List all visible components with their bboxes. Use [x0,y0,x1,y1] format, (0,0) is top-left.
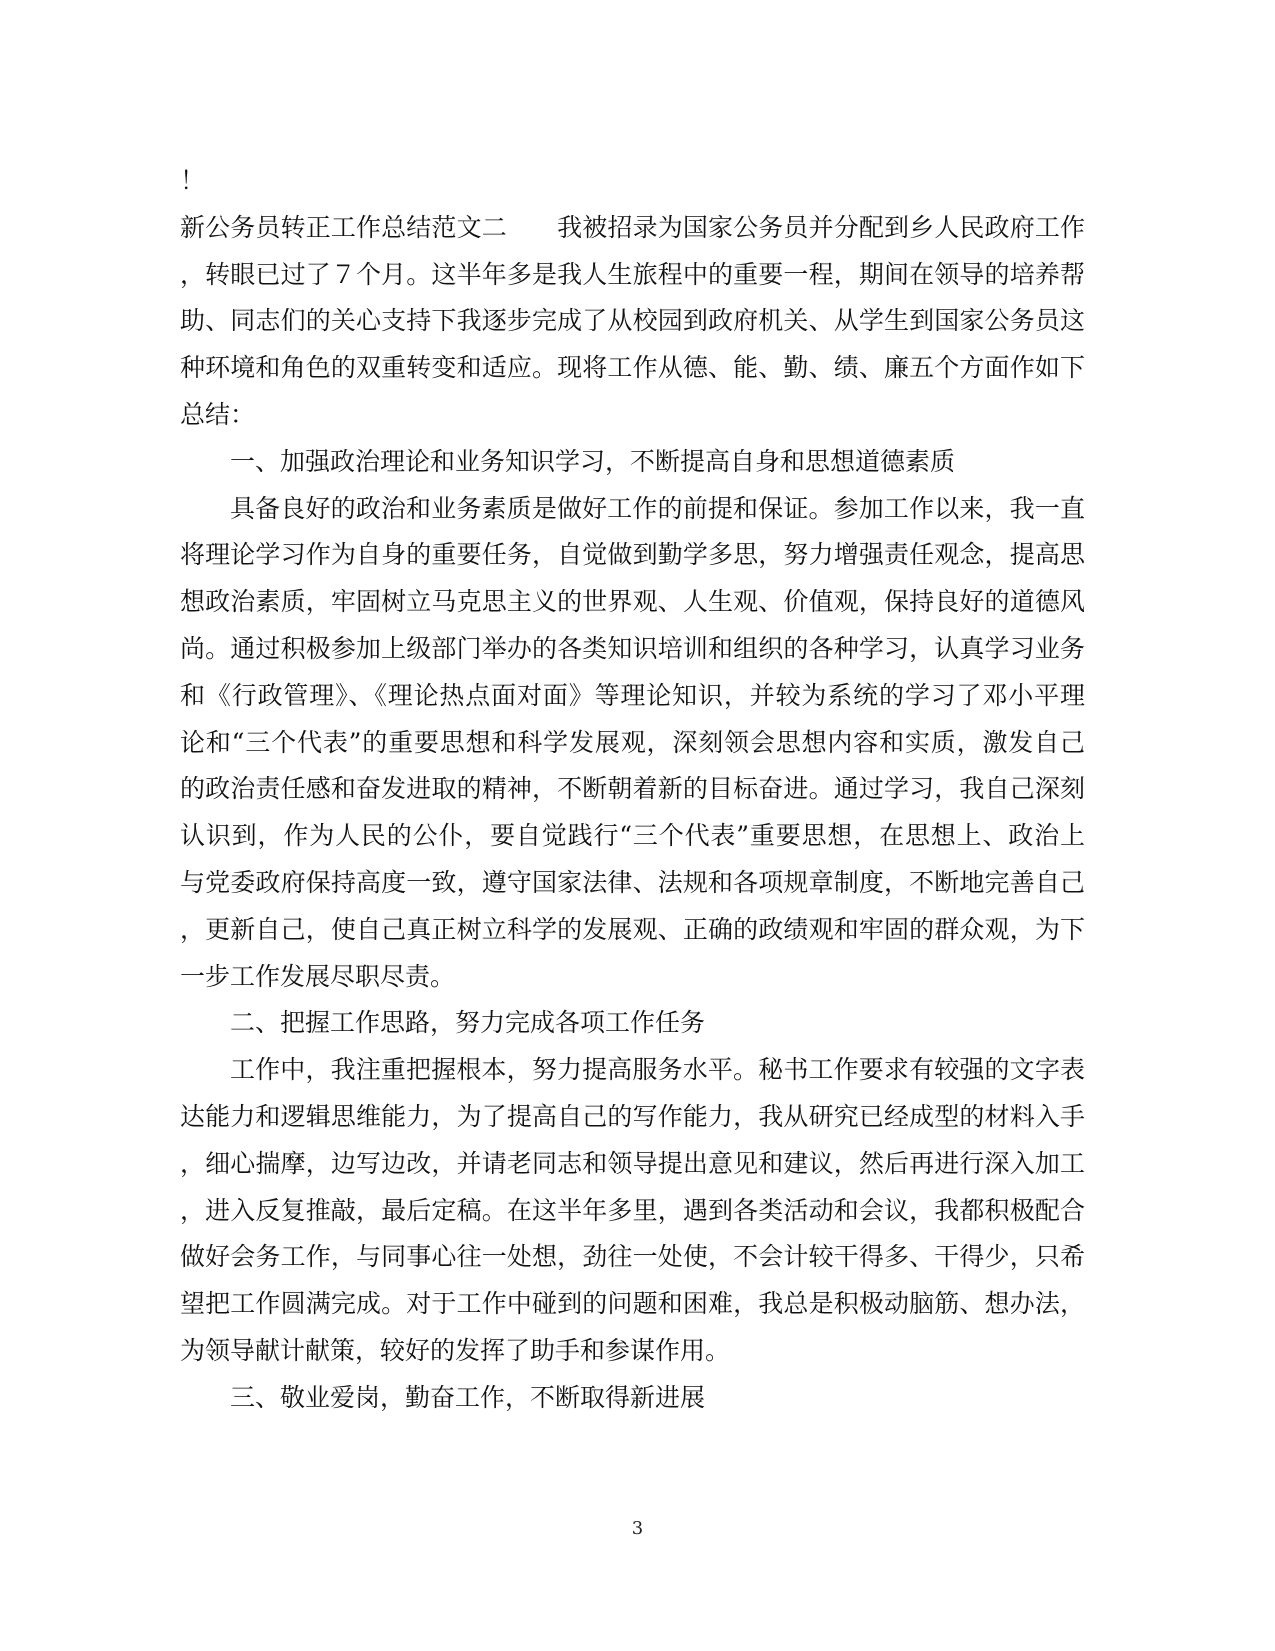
text-line: 为领导献计献策，较好的发挥了助手和参谋作用。 [180,1335,731,1365]
section-heading: 三、敬业爱岗，勤奋工作，不断取得新进展 [230,1382,706,1412]
text-line: ，转眼已过了７个月。这半年多是我人生旅程中的重要一程，期间在领导的培养帮 [180,259,1085,289]
text-line: 论和“三个代表”的重要思想和科学发展观，深刻领会思想内容和实质，激发自己 [180,727,1085,757]
text-line: 尚。通过积极参加上级部门举办的各类知识培训和组织的各种学习，认真学习业务 [180,633,1085,663]
text-line: 将理论学习作为自身的重要任务，自觉做到勤学多思，努力增强责任观念，提高思 [180,540,1085,570]
text-line: 和《行政管理》、《理论热点面对面》等理论知识，并较为系统的学习了邓小平理 [180,680,1085,710]
text-line: 一步工作发展尽职尽责。 [180,961,456,991]
section-heading: 一、加强政治理论和业务知识学习，不断提高自身和思想道德素质 [230,446,956,476]
text-line: 与党委政府保持高度一致，遵守国家法律、法规和各项规章制度，不断地完善自己 [180,867,1085,897]
text-line: 总结： [180,399,256,429]
text-line: 想政治素质，牢固树立马克思主义的世界观、人生观、价值观，保持良好的道德风 [180,587,1085,617]
text-line: 做好会务工作，与同事心往一处想，劲往一处使，不会计较干得多、干得少，只希 [180,1242,1085,1272]
text-line: 助、同志们的关心支持下我逐步完成了从校园到政府机关、从学生到国家公务员这 [180,306,1085,336]
document-body [180,158,1085,1422]
text-line: ！ [180,166,206,195]
text-line: 认识到，作为人民的公仆，要自觉践行“三个代表”重要思想，在思想上、政治上 [180,821,1085,851]
text-line: 具备良好的政治和业务素质是做好工作的前提和保证。参加工作以来，我一直 [230,493,1085,523]
text-line: ，细心揣摩，边写边改，并请老同志和领导提出意见和建议，然后再进行深入加工 [180,1148,1085,1178]
text-line: 工作中，我注重把握根本，努力提高服务水平。秘书工作要求有较强的文字表 [230,1055,1085,1085]
text-line: ，进入反复推敲，最后定稿。在这半年多里，遇到各类活动和会议，我都积极配合 [180,1195,1085,1225]
text-line: 望把工作圆满完成。对于工作中碰到的问题和困难，我总是积极动脑筋、想办法， [180,1289,1085,1319]
text-line: 达能力和逻辑思维能力，为了提高自己的写作能力，我从研究已经成型的材料入手 [180,1101,1085,1131]
text-line: 新公务员转正工作总结范文二 我被招录为国家公务员并分配到乡人民政府工作 [180,212,1085,242]
section-heading: 二、把握工作思路，努力完成各项工作任务 [230,1008,706,1038]
page-number: 3 [631,1518,644,1539]
text-line: 种环境和角色的双重转变和适应。现将工作从德、能、勤、绩、廉五个方面作如下 [180,353,1085,383]
text-line: ，更新自己，使自己真正树立科学的发展观、正确的政绩观和牢固的群众观，为下 [180,914,1085,944]
text-line: 的政治责任感和奋发进取的精神，不断朝着新的目标奋进。通过学习，我自己深刻 [180,774,1085,804]
